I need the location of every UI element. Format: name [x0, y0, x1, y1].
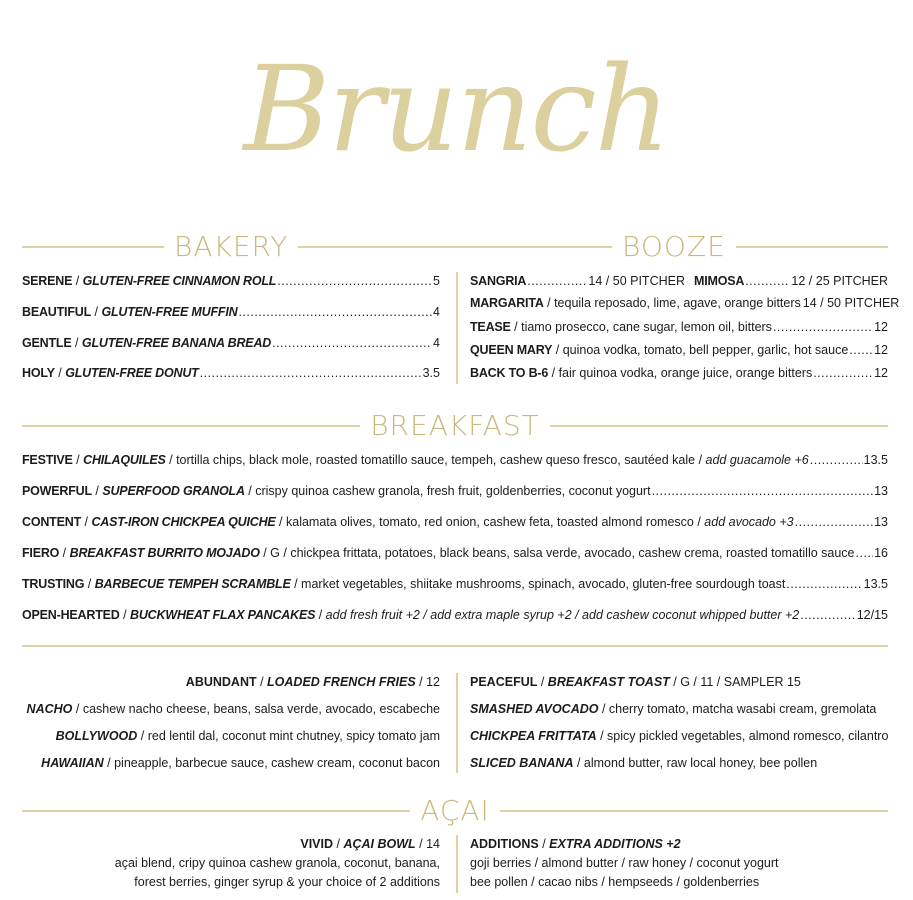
- menu-item: OPEN-HEARTED / BUCKWHEAT FLAX PANCAKES / add fresh fruit +2 / add extra maple syrup +2 / add cashew coconut whipped butter +2 ..... 12/15: [22, 608, 888, 622]
- toast-header: PEACEFUL / BREAKFAST TOAST / G / 11 / SAMPLER 15: [470, 675, 801, 689]
- fries-item: BOLLYWOOD / red lentil dal, coconut mint chutney, spicy tomato jam: [55, 729, 440, 743]
- toast-item: SMASHED AVOCADO / cherry tomato, matcha wasabi cream, gremolata: [470, 702, 877, 716]
- toast-item: SLICED BANANA / almond butter, raw local honey, bee pollen: [470, 756, 818, 770]
- menu-item: SERENE / GLUTEN-FREE CINNAMON ROLL ..... 5: [22, 274, 440, 288]
- menu-item: FIERO / BREAKFAST BURRITO MOJADO / G / chickpea frittata, potatoes, black beans, salsa verde, avocado, cashew crema, roasted tomatillo sauce ..... 16: [22, 546, 888, 560]
- menu-item: MARGARITA / tequila reposado, lime, agave, orange bitters 14 / 50 PITCHER: [470, 296, 900, 310]
- menu-item: CONTENT / CAST-IRON CHICKPEA QUICHE / kalamata olives, tomato, red onion, cashew feta, toasted almond romesco / add avocado +3 ..... 13: [22, 515, 888, 529]
- additions-header: ADDITIONS / EXTRA ADDITIONS +2: [470, 837, 681, 851]
- section-divider: [22, 645, 888, 647]
- menu-item: FESTIVE / CHILAQUILES / tortilla chips, black mole, roasted tomatillo sauce, tempeh, cashew queso fresco, sautéed kale / add guacamole +6 ..... 13.5: [22, 453, 888, 467]
- svg-text:Brunch: Brunch: [243, 40, 669, 178]
- toast-item: CHICKPEA FRITTATA / spicy pickled vegetables, almond romesco, cilantro: [470, 729, 889, 743]
- acai-heading: AÇAI: [22, 797, 888, 825]
- menu-item: TRUSTING / BARBECUE TEMPEH SCRAMBLE / market vegetables, shiitake mushrooms, spinach, avocado, gluten-free sourdough toast ..... 13.5: [22, 577, 888, 591]
- additions-desc: bee pollen / cacao nibs / hempseeds / goldenberries: [470, 875, 760, 889]
- menu-item: POWERFUL / SUPERFOOD GRANOLA / crispy quinoa cashew granola, fresh fruit, goldenberries, coconut yogurt ..... 13: [22, 484, 888, 498]
- breakfast-heading: BREAKFAST: [22, 412, 888, 440]
- fries-header: ABUNDANT / LOADED FRENCH FRIES / 12: [185, 675, 440, 689]
- menu-item: HOLY / GLUTEN-FREE DONUT ..... 3.5: [22, 366, 440, 380]
- column-divider: [456, 835, 458, 893]
- additions-desc: goji berries / almond butter / raw honey / coconut yogurt: [470, 856, 779, 870]
- fries-item: NACHO / cashew nacho cheese, beans, salsa verde, avocado, escabeche: [26, 702, 440, 716]
- menu-item: MIMOSA ..... 12 / 25 PITCHER: [694, 274, 888, 288]
- bakery-heading: BAKERY: [22, 233, 612, 261]
- column-divider: [456, 272, 458, 384]
- acai-bowl-desc: forest berries, ginger syrup & your choice of 2 additions: [134, 875, 440, 889]
- brunch-title: [0, 18, 913, 198]
- menu-item: QUEEN MARY / quinoa vodka, tomato, bell pepper, garlic, hot sauce ..... 12: [470, 343, 888, 357]
- acai-bowl-header: VIVID / AÇAI BOWL / 14: [300, 837, 440, 851]
- menu-item: SANGRIA ..... 14 / 50 PITCHER: [470, 274, 685, 288]
- acai-bowl-desc: açai blend, cripy quinoa cashew granola, coconut, banana,: [114, 856, 440, 870]
- menu-item: GENTLE / GLUTEN-FREE BANANA BREAD ..... 4: [22, 336, 440, 350]
- booze-heading: BOOZE: [612, 233, 888, 261]
- menu-item: TEASE / tiamo prosecco, cane sugar, lemon oil, bitters ..... 12: [470, 320, 888, 334]
- menu-item: BACK TO B-6 / fair quinoa vodka, orange juice, orange bitters ..... 12: [470, 366, 888, 380]
- fries-item: HAWAIIAN / pineapple, barbecue sauce, cashew cream, coconut bacon: [41, 756, 440, 770]
- menu-item: BEAUTIFUL / GLUTEN-FREE MUFFIN ..... 4: [22, 305, 440, 319]
- column-divider: [456, 673, 458, 773]
